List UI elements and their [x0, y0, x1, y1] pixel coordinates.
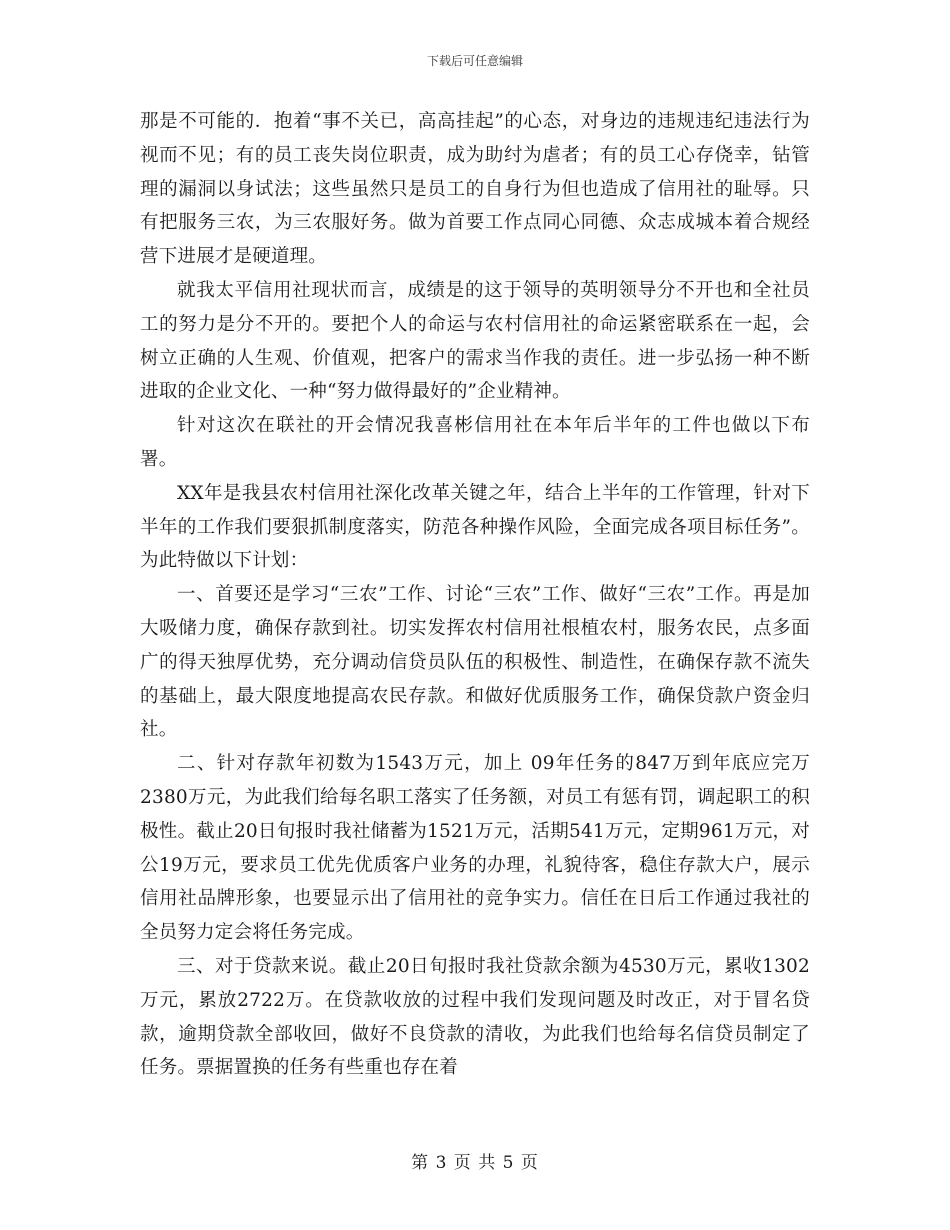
paragraph-plan-item-1: 一、首要还是学习“三农”工作、讨论“三农”工作、做好“三农”工作。再是加大吸储力度，确保存款到社。切实发挥农村信用社根植农村，服务农民，点多面广的得天独厚优势，充分调动信贷员队伍的积极性、制造性，在确保存款不流失的基础上，最大限度地提高农民存款。和做好优质服务工作，确保贷款户资金归社。: [140, 584, 810, 741]
paragraph-plan-item-2: 二、针对存款年初数为1543万元，加上 09年任务的847万到年底应完万2380万元，为此我们给每名职工落实了任务额，对员工有惩有罚，调起职工的积极性。截止20日旬报时我社储蓄为1521万元，活期541万元，定期961万元，对公19万元，要求员工优先优质客户业务的办理，礼貌待客，稳住存款大户，展示信用社品牌形象，也要显示出了信用社的竞争实力。信任在日后工作通过我社的全员努力定会将任务完成。: [140, 753, 810, 944]
paragraph-reform-year: XX年是我县农村信用社深化改革关键之年，结合上半年的工作管理，针对下半年的工作我们要狠抓制度落实，防范各种操作风险，全面完成各项目标任务”。为此特做以下计划：: [140, 482, 810, 572]
page-header: 下载后可任意编辑: [426, 54, 523, 68]
paragraph-plan-item-3: 三、对于贷款来说。截止20日旬报时我社贷款余额为4530万元，累收1302万元，累放2722万。在贷款收放的过程中我们发现问题及时改正，对于冒名贷款，逾期贷款全部收回，做好不良贷款的清收，为此我们也给每名信贷员制定了任务。票据置换的任务有些重也存在着: [140, 955, 810, 1079]
paragraph-continuation: 那是不可能的．抱着“事不关已，高高挂起”的心态，对身边的违规违纪违法行为视而不见；有的员工丧失岗位职责，成为助纣为虐者；有的员工心存侥幸，钻管理的漏洞以身试法；这些虽然只是员工的自身行为但也造成了信用社的耻辱。只有把服务三农，为三农服好务。做为首要工作点同心同德、众志成城本着合规经营下进展才是硬道理。: [140, 111, 810, 268]
page-number: 第 3 页 共 5 页: [411, 1153, 539, 1173]
paragraph-meeting-arrangement: 针对这次在联社的开会情况我喜彬信用社在本年后半年的工件也做以下布署。: [140, 415, 810, 470]
document-body: [140, 105, 810, 1085]
paragraph-taiping-status: 就我太平信用社现状而言，成绩是的这于领导的英明领导分不开也和全社员工的努力是分不开的。要把个人的命运与农村信用社的命运紧密联系在一起，会树立正确的人生观、价值观，把客户的需求当作我的责任。进一步弘扬一种不断进取的企业文化、一种“努力做得最好的”企业精神。: [140, 279, 810, 403]
